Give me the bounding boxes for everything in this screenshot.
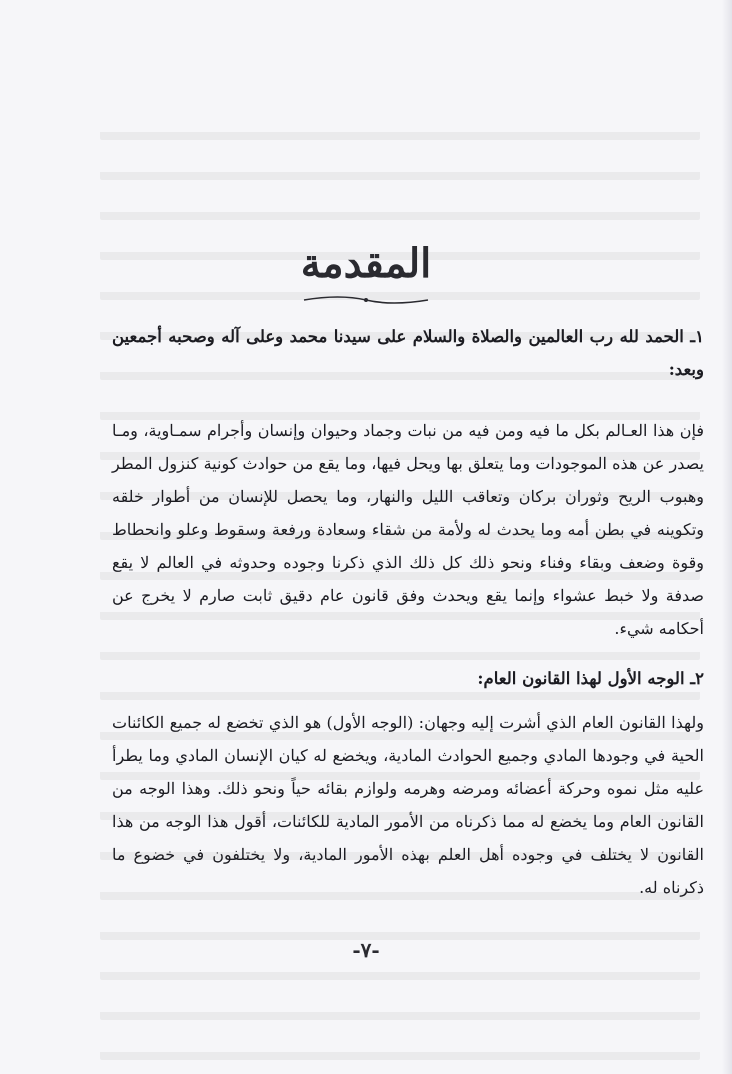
page-edge-shadow: [722, 0, 732, 1074]
chapter-heading: المقدمة: [300, 240, 432, 287]
body-paragraph-2: ولهذا القانون العام الذي أشرت إليه وجهان: (الوجه الأول) هو الذي تخضع له جميع الكائنات الحية في وجودها المادي وجميع الحوادث المادية، ويخضع له كيان الإنسان المادي وما يطرأ عليه مثل نموه وحركة أعضائه ومرضه وهرمه ولوازم بقائه حياً ونحو ذلك. وهذا الوجه من القانون العام وما يخضع له مما ذكرناه من الأمور المادية للكائنات، أقول هذا الوجه من هذا القانون لا يختلف في وجوده أهل العلم بهذه الأمور المادية، ولا يختلفون في خضوع ما ذكرناه له.: [112, 713, 704, 897]
opening-paragraph: ١ـ الحمد لله رب العالمين والصلاة والسلام على سيدنا محمد وعلى آله وصحبه أجمعين وبعد:: [112, 327, 704, 379]
body-paragraph-1: فإن هذا العـالم بكل ما فيه ومن فيه من نبات وجماد وحيوان وإنسان وأجرام سمـاوية، ومـا يصدر عن هذه الموجودات وما يتعلق بها ويحل فيها، وما يقع من حوادث كونية كنزول المطر وهبوب الريح وثوران بركان وتعاقب الليل والنهار، وما يحصل للإنسان من أطوار خلقه وتكوينه في بطن أمه وما يحدث له ولأمة من شقاء وسعادة ورفعة وسقوط وعلو وانحطاط وقوة وضعف وبقاء وفناء ونحو ذلك كل ذلك الذي ذكرنا وجوده وحدوثه في العالم لا يقع صدفة ولا خبط عشواء وإنما يقع ويحدث وفق قانون عام دقيق ثابت صارم لا يخرج عن أحكامه شيء.: [112, 421, 704, 638]
section-heading: ٢ـ الوجه الأول لهذا القانون العام:: [477, 669, 704, 688]
page-number: -٧-: [352, 938, 380, 962]
heading-flourish-icon: [300, 292, 432, 306]
